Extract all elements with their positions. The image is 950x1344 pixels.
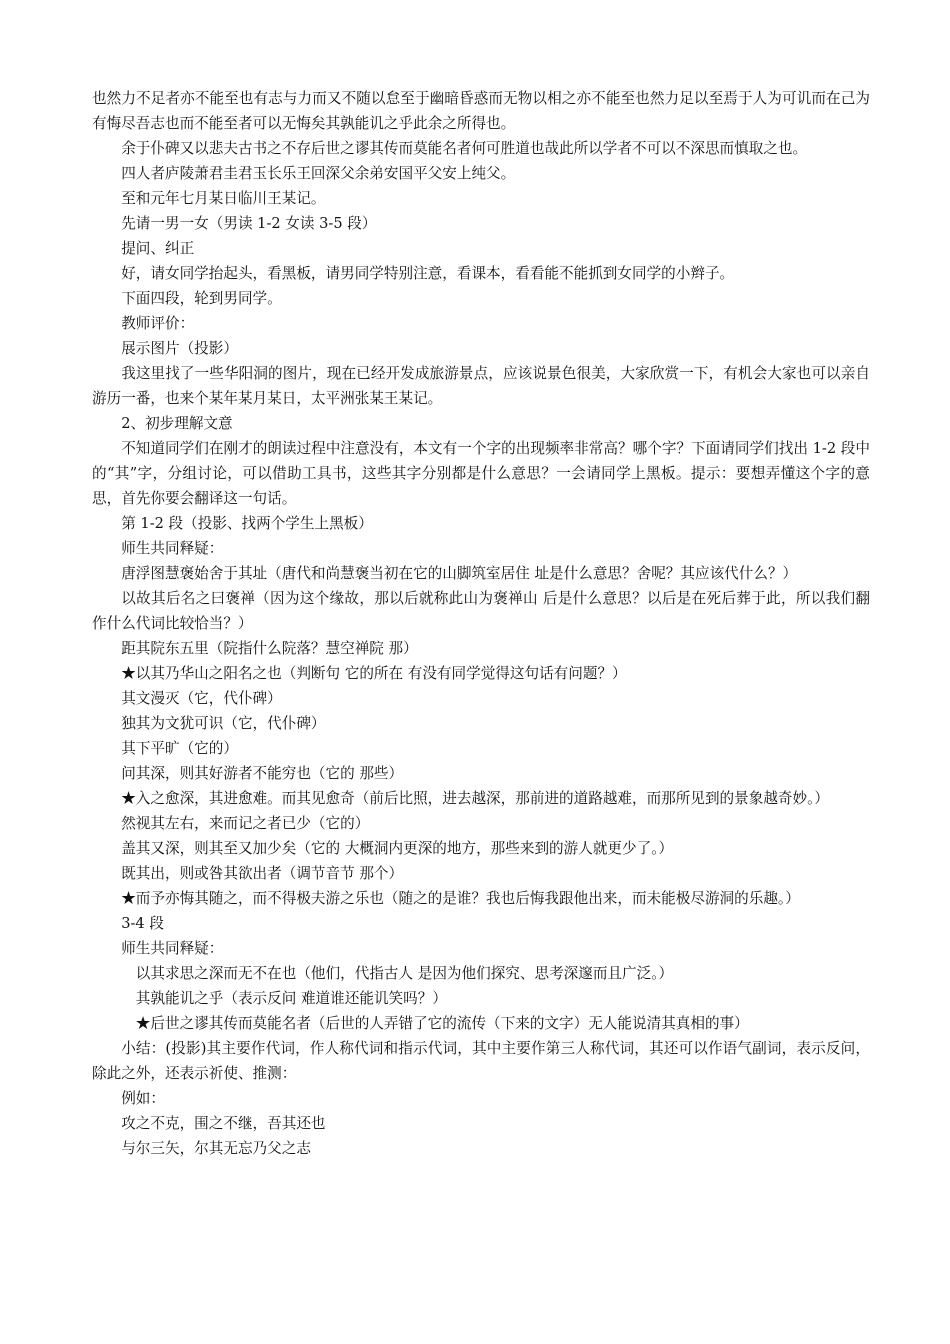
example-sentence: 独其为文犹可识（它，代仆碑） (121, 715, 326, 732)
section-heading: 2、初步理解文意 (121, 415, 233, 432)
paragraph: 第 1-2 段（投影、找两个学生上黑板） (121, 515, 373, 532)
example-sentence: 然视其左右，来而记之者已少（它的） (121, 815, 370, 832)
example-sentence: ★后世之谬其传而莫能名者（后世的人弄错了它的流传（下来的文字）无人能说清其真相的事） (135, 1015, 749, 1032)
example-sentence: 以其求思之深而无不在也（他们，代指古人 是因为他们探究、思考深邃而且广泛。） (135, 965, 674, 982)
example-sentence: ★而予亦悔其随之，而不得极夫游之乐也（随之的是谁？我也后悔我跟他出来，而未能极尽游洞的乐趣。） (121, 890, 800, 907)
example-sentence: 其孰能讥之乎（表示反问 难道谁还能讥笑吗？） (135, 990, 447, 1007)
example-sentence: 与尔三矢，尔其无忘乃父之志 (121, 1140, 311, 1157)
paragraph: 例如： (121, 1090, 165, 1107)
example-sentence: ★入之愈深，其进愈难。而其见愈奇（前后比照，进去越深，那前进的道路越难，而那所见到的景象越奇妙。） (121, 790, 829, 807)
summary-paragraph: 小结：(投影)其主要作代词，作人称代词和指示代词，其中主要作第三人称代词，其还可以作语气副词，表示反问，除此之外，还表示祈使、推测： (92, 1040, 870, 1082)
paragraph: 四人者庐陵萧君圭君玉长乐王回深父余弟安国平父安上纯父。 (121, 165, 516, 182)
paragraph: 至和元年七月某日临川王某记。 (121, 190, 326, 207)
example-sentence: 距其院东五里（院指什么院落？慧空禅院 那） (121, 640, 418, 657)
paragraph: 教师评价： (121, 315, 195, 332)
document-body (92, 86, 870, 1161)
example-sentence: 其文漫灭（它，代仆碑） (121, 690, 282, 707)
paragraph: 好，请女同学抬起头，看黑板，请男同学特别注意，看课本，看看能不能抓到女同学的小辫子。 (121, 265, 735, 282)
example-sentence: 其下平旷（它的） (121, 740, 238, 757)
paragraph: 余于仆碑又以悲夫古书之不存后世之谬其传而莫能名者何可胜道也哉此所以学者不可以不深思而慎取之也。 (121, 140, 808, 157)
paragraph: 先请一男一女（男读 1-2 女读 3-5 段） (121, 215, 377, 232)
paragraph: 师生共同释疑： (121, 940, 224, 957)
example-sentence: 攻之不克，围之不继，吾其还也 (121, 1115, 326, 1132)
example-sentence: 盖其又深，则其至又加少矣（它的 大概洞内更深的地方，那些来到的游人就更少了。） (121, 840, 674, 857)
paragraph: 下面四段，轮到男同学。 (121, 290, 282, 307)
paragraph: 师生共同释疑： (121, 540, 224, 557)
paragraph: 提问、纠正 (121, 240, 195, 257)
example-sentence: 问其深，则其好游者不能穷也（它的 那些） (121, 765, 404, 782)
example-sentence: 以故其后名之曰褒禅（因为这个缘故，那以后就称此山为褒禅山 后是什么意思？以后是在死后葬于此，所以我们翻作什么代词比较恰当？） (92, 590, 870, 632)
paragraph: 展示图片（投影） (121, 340, 238, 357)
paragraph: 我这里找了一些华阳洞的图片，现在已经开发成旅游景点，应该说景色很美，大家欣赏一下，有机会大家也可以亲自游历一番，也来个某年某月某日，太平洲张某王某记。 (92, 365, 870, 407)
example-sentence: 唐浮图慧褒始舍于其址（唐代和尚慧褒当初在它的山脚筑室居住 址是什么意思？舍呢？其应该代什么？） (121, 565, 798, 582)
paragraph: 不知道同学们在刚才的朗读过程中注意没有，本文有一个字的出现频率非常高？哪个字？下面请同学们找出 1-2 段中的“其”字，分组讨论，可以借助工具书，这些其字分别都是什么意思？一会请同学上黑板。提示：要想弄懂这个字的意思，首先你要会翻译这一句话。 (92, 440, 870, 507)
paragraph: 也然力不足者亦不能至也有志与力而又不随以怠至于幽暗昏惑而无物以相之亦不能至也然力足以至焉于人为可讥而在己为有悔尽吾志也而不能至者可以无悔矣其孰能讥之乎此余之所得也。 (92, 90, 870, 132)
section-heading: 3-4 段 (121, 915, 164, 932)
example-sentence: 既其出，则或咎其欲出者（调节音节 那个） (121, 865, 404, 882)
example-sentence: ★以其乃华山之阳名之也（判断句 它的所在 有没有同学觉得这句话有问题？） (121, 665, 627, 682)
